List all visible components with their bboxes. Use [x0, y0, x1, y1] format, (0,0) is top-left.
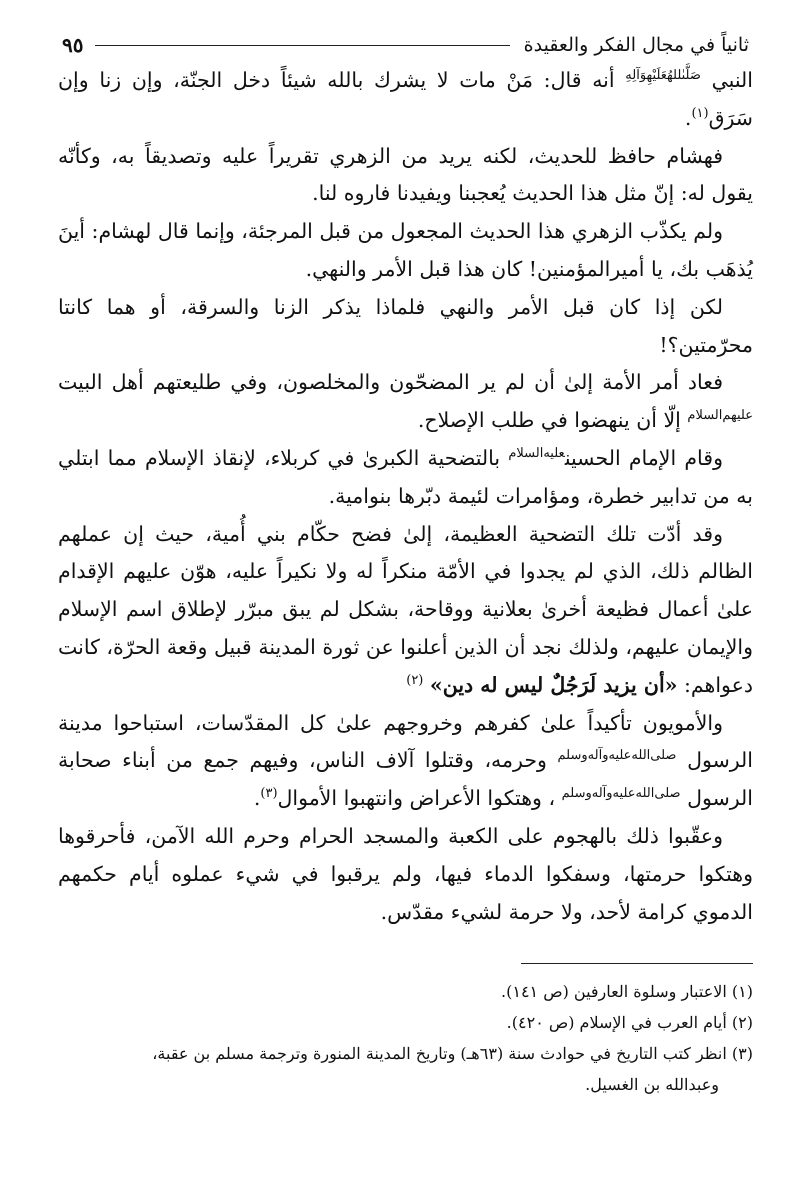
paragraph-6-part-a: وقام الإمام الحسين [564, 445, 724, 470]
running-header [62, 30, 749, 60]
honorific-glyph: صَلَّىٰللهُعَلَيْهِوَآلِهِ [625, 68, 701, 84]
header-title: ثانياً في مجال الفكر والعقيدة [523, 34, 749, 56]
quote-text: «أن يزيد لَرَجُلٌ ليس له دين» [429, 672, 678, 697]
honorific-glyph: عليه‌السلام [508, 446, 565, 462]
paragraph-1-part-a: النبي [711, 68, 753, 92]
footnote-1: (١) الاعتبار وسلوة العارفين (ص ١٤١). [501, 982, 753, 1001]
paragraph-1-part-b: أنه قال: مَنْ مات لا يشرك بالله شيئاً دخل الجنّة، وإن زنا وإن سَرَق [58, 68, 753, 130]
paragraph-7-part-a: وقد أدّت تلك التضحية العظيمة، إلىٰ فضح حكّام بني أُمية، حيث إن عملهم الظالم ذلك، الذي لم يجدوا في الأمّة منكراً له ولا نكيراً عليه، هوّن عليهم الإقدام علىٰ أعمال فظيعة أخرىٰ بعلانية ووقاحة، بشكل لم يبق مبرّر لإطلاق اسم الإسلام والإيمان عليهم، ولذلك نجد أن الذين أعلنوا عن ثورة المدينة قبيل وقعة الحرّة، كانت دعواهم: [58, 521, 753, 697]
footnote-ref-2[interactable]: (٢) [406, 672, 424, 688]
main-text [58, 62, 753, 931]
paragraph-4: لكن إذا كان قبل الأمر والنهي فلماذا يذكر الزنا والسرقة، أو هما كانتا محرّمتين؟! [58, 294, 753, 357]
honorific-glyph: عليهم‌السلام [687, 408, 753, 424]
footnote-2: (٢) أيام العرب في الإسلام (ص ٤٢٠). [506, 1013, 753, 1032]
paragraph-6-part-b: بالتضحية الكبرىٰ في كربلاء، لإنقاذ الإسلام مما ابتلي به من تدابير خطرة، ومؤامرات لئيمة دبّرها بنوامية. [58, 445, 753, 508]
footnote-ref-3[interactable]: (٣) [260, 786, 278, 802]
paragraph-7 [58, 516, 753, 705]
footnote-3: (٣) انظر كتب التاريخ في حوادث سنة (٦٣هـ) وتاريخ المدينة المنورة وترجمة مسلم بن عقبة، [152, 1044, 753, 1063]
paragraph-8-part-a: والأمويون تأكيداً علىٰ كفرهم وخروجهم علىٰ كل المقدّسات، استباحوا مدينة الرسول [58, 710, 753, 773]
paragraph-8-part-d: . [253, 786, 261, 811]
footnote-ref-1[interactable]: (١) [691, 105, 709, 121]
footnotes [58, 976, 753, 1100]
paragraph-1 [58, 62, 753, 138]
page-number: ٩٥ [62, 33, 84, 57]
paragraph-6 [58, 440, 753, 516]
paragraph-5-part-b: إلّا أن ينهضوا في طلب الإصلاح. [417, 408, 681, 433]
paragraph-9: وعقّبوا ذلك بالهجوم على الكعبة والمسجد الحرام وحرم الله الآمن، فأحرقوها وهتكوا حرمتها، وسفكوا الدماء فيها، ولم يرقبوا في شيء عملوه أيام حكمهم الدموي كرامة لأحد، ولا حرمة لشيء مقدّس. [58, 823, 753, 924]
honorific-glyph: صلى‌الله‌عليه‌وآله‌وسلم [561, 786, 681, 802]
paragraph-3: ولم يكذّب الزهري هذا الحديث المجعول من قبل المرجئة، وإنما قال لهشام: أينَ يُذهَب بك، يا أميرالمؤمنين! كان هذا قبل الأمر والنهي. [58, 219, 753, 281]
paragraph-8-part-c: ، وهتكوا الأعراض وانتهبوا الأموال [277, 786, 556, 811]
paragraph-8 [58, 705, 753, 818]
footnote-separator [521, 963, 753, 964]
header-rule [95, 45, 509, 46]
footnote-3-continued: وعبدالله بن الغسيل. [585, 1075, 719, 1094]
paragraph-2: فهشام حافظ للحديث، لكنه يريد من الزهري تقريراً عليه وتصديقاً به، وكأنّه يقول له: إنّ مثل هذا الحديث يُعجبنا ويفيدنا فاروه لنا. [58, 143, 753, 206]
paragraph-8-part-b: وحرمه، وقتلوا آلاف الناس، وفيهم جمع من أبناء صحابة الرسول [58, 748, 753, 811]
paragraph-1-part-c: . [684, 105, 692, 130]
paragraph-5 [58, 364, 753, 440]
honorific-glyph: صلى‌الله‌عليه‌وآله‌وسلم [557, 748, 677, 764]
paragraph-5-part-a: فعاد أمر الأمة إلىٰ أن لم ير المضحّون والمخلصون، وفي طليعتهم أهل البيت [58, 370, 723, 395]
